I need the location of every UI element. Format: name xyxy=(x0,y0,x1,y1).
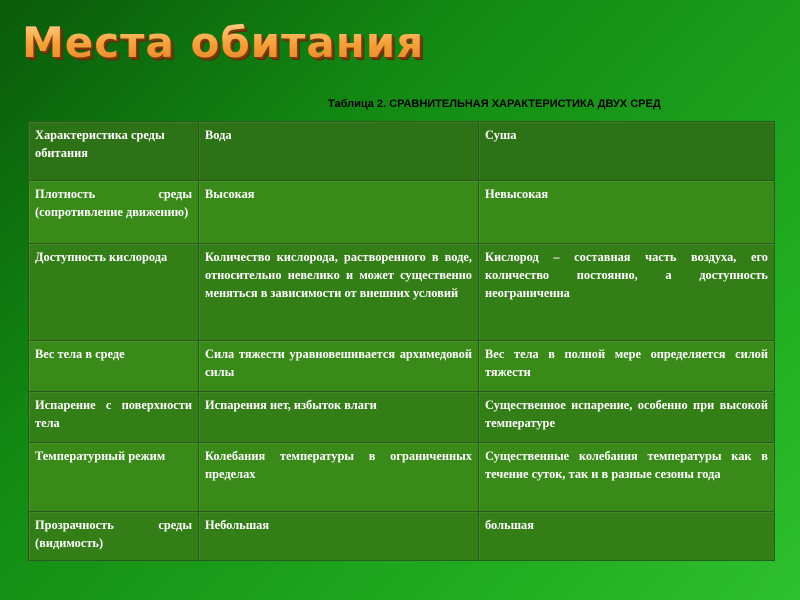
table-row xyxy=(29,512,775,561)
row-land: Существенные колебания температуры как в течение суток, так и в разные сезоны года xyxy=(479,443,775,512)
table-header-row xyxy=(29,122,775,181)
row-characteristic: Испарение с поверхности тела xyxy=(29,392,199,443)
row-characteristic: Плотность среды (сопротивление движению) xyxy=(29,181,199,244)
row-land: Вес тела в полной мере определяется силой тяжести xyxy=(479,341,775,392)
header-water: Вода xyxy=(199,122,479,181)
row-water: Небольшая xyxy=(199,512,479,561)
header-characteristic: Характеристика среды обитания xyxy=(29,122,199,181)
row-water: Сила тяжести уравновешивается архимедовой силы xyxy=(199,341,479,392)
table-row xyxy=(29,244,775,341)
row-land: Кислород – составная часть воздуха, его количество постоянно, а доступность неограниченна xyxy=(479,244,775,341)
row-water: Количество кислорода, растворенного в воде, относительно невелико и может существенно меняться в зависимости от внешних условий xyxy=(199,244,479,341)
row-water: Испарения нет, избыток влаги xyxy=(199,392,479,443)
row-land: Невысокая xyxy=(479,181,775,244)
slide-title: Места обитания xyxy=(22,18,425,67)
header-land: Суша xyxy=(479,122,775,181)
row-water: Высокая xyxy=(199,181,479,244)
row-land: большая xyxy=(479,512,775,561)
table-row xyxy=(29,443,775,512)
row-characteristic: Вес тела в среде xyxy=(29,341,199,392)
table-row xyxy=(29,392,775,443)
row-characteristic: Температурный режим xyxy=(29,443,199,512)
row-land: Существенное испарение, особенно при высокой температуре xyxy=(479,392,775,443)
row-water: Колебания температуры в ограниченных пределах xyxy=(199,443,479,512)
table-row xyxy=(29,181,775,244)
comparison-table xyxy=(28,121,775,561)
row-characteristic: Доступность кислорода xyxy=(29,244,199,341)
table-row xyxy=(29,341,775,392)
row-characteristic: Прозрачность среды (видимость) xyxy=(29,512,199,561)
table-caption: Таблица 2. СРАВНИТЕЛЬНАЯ ХАРАКТЕРИСТИКА ДВУХ СРЕД xyxy=(328,98,661,110)
